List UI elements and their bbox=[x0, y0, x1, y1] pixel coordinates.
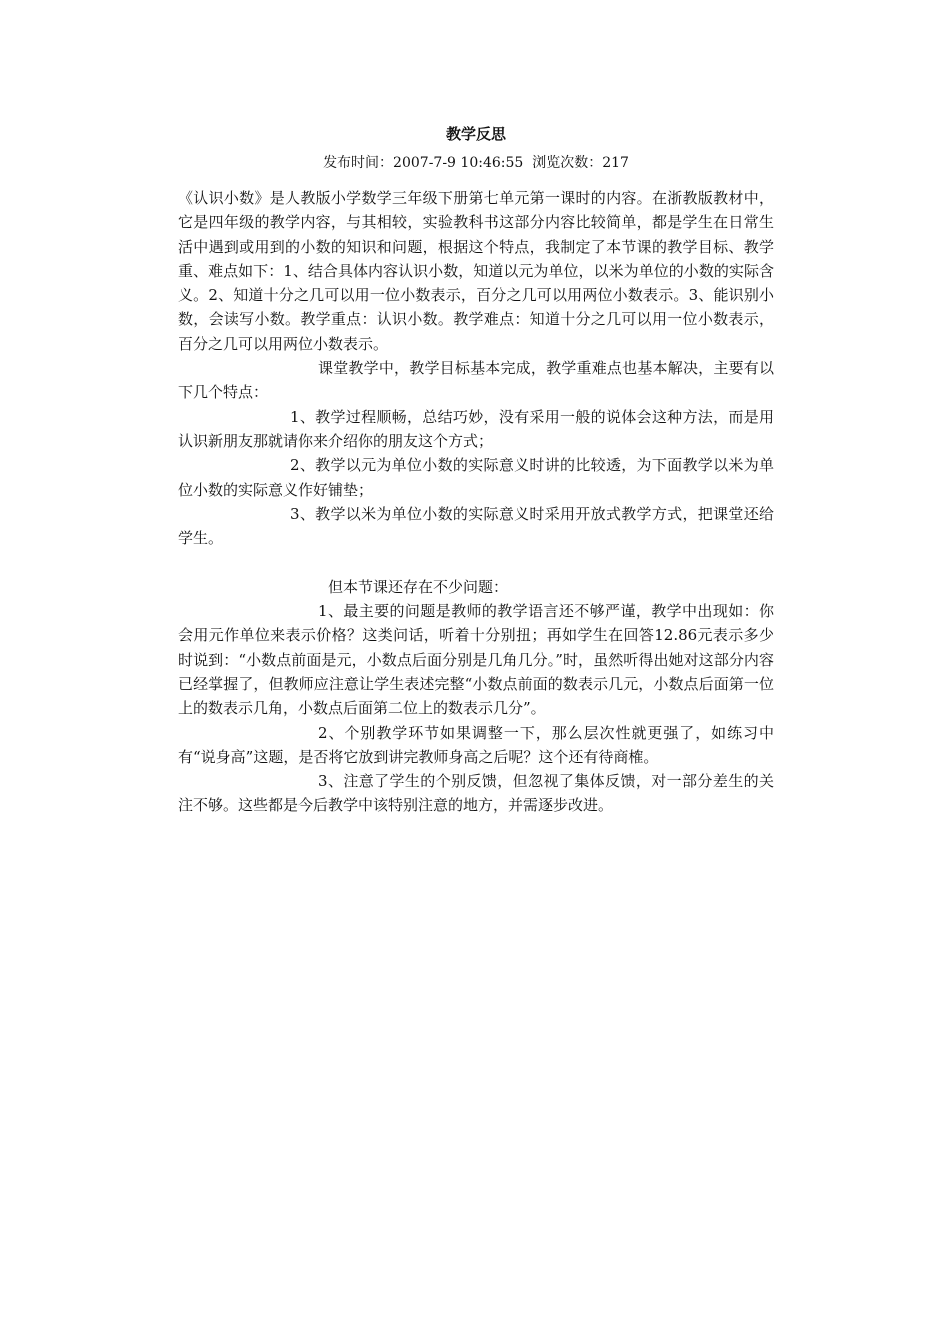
feature-item-3: 3、教学以米为单位小数的实际意义时采用开放式教学方式，把课堂还给学生。 bbox=[178, 504, 774, 548]
problems-intro-paragraph: 但本节课还存在不少问题： bbox=[328, 577, 509, 596]
publish-meta: 发布时间：2007-7-9 10:46:55 浏览次数：217 bbox=[323, 155, 629, 171]
document-page bbox=[178, 122, 774, 818]
blank-line bbox=[178, 550, 774, 574]
features-intro-paragraph: 课堂教学中，教学目标基本完成，教学重难点也基本解决，主要有以下几个特点： bbox=[178, 359, 774, 402]
problem-item-2: 2、个别教学环节如果调整一下，那么层次性就更强了，如练习中有“说身高”这题，是否将它放到讲完教师身高之后呢？这个还有待商榷。 bbox=[178, 723, 774, 766]
page-title: 教学反思 bbox=[445, 125, 506, 143]
problem-item-3: 3、注意了学生的个别反馈，但忽视了集体反馈，对一部分差生的关注不够。这些都是今后教学中该特别注意的地方，并需逐步改进。 bbox=[178, 772, 774, 815]
intro-paragraph: 《认识小数》是人教版小学数学三年级下册第七单元第一课时的内容。在浙教版教材中，它是四年级的教学内容，与其相较，实验教科书这部分内容比较简单，都是学生在日常生活中遇到或用到的小数的知识和问题，根据这个特点，我制定了本节课的教学目标、教学重、难点如下：1、结合具体内容认识小数，知道以元为单位，以米为单位的小数的实际含义。2、知道十分之几可以用一位小数表示，百分之几可以用两位小数表示。3、能识别小数，会读写小数。教学重点：认识小数。教学难点：知道十分之几可以用一位小数表示，百分之几可以用两位小数表示。 bbox=[178, 189, 774, 353]
feature-item-2: 2、教学以元为单位小数的实际意义时讲的比较透，为下面教学以米为单位小数的实际意义作好铺垫； bbox=[178, 456, 774, 499]
feature-item-1: 1、教学过程顺畅，总结巧妙，没有采用一般的说体会这种方法，而是用认识新朋友那就请你来介绍你的朋友这个方式； bbox=[178, 407, 774, 450]
problem-item-1: 1、最主要的问题是教师的教学语言还不够严谨，教学中出现如：你会用元作单位来表示价格？这类问话，听着十分别扭；再如学生在回答12.86元表示多少时说到：“小数点前面是元，小数点后面分别是几角几分。”时，虽然听得出她对这部分内容已经掌握了，但教师应注意让学生表述完整“小数点前面的数表示几元，小数点后面第一位上的数表示几角，小数点后面第二位上的数表示几分”。 bbox=[178, 602, 774, 718]
